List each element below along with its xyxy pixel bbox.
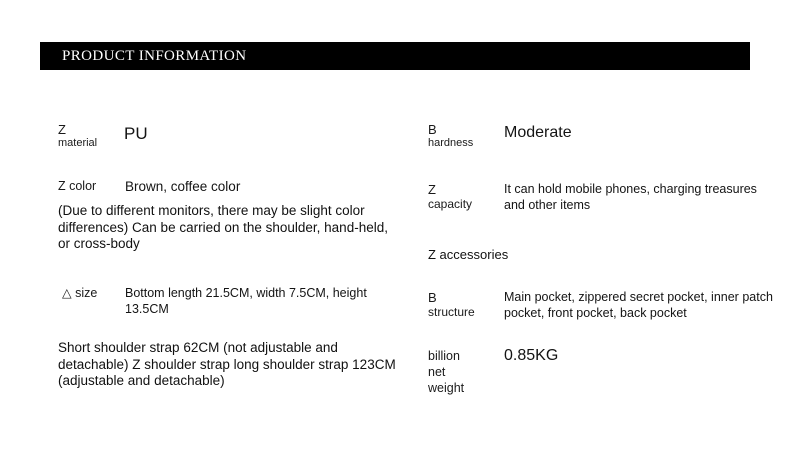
spec-label-hardness-line1: B bbox=[428, 122, 437, 137]
spec-label-net-weight-line1: billion bbox=[428, 349, 460, 363]
spec-value-color: Brown, coffee color bbox=[125, 179, 241, 194]
spec-label-structure-line1: B bbox=[428, 290, 437, 305]
spec-value-material: PU bbox=[124, 124, 148, 143]
spec-label-capacity-line1: Z bbox=[428, 182, 436, 197]
spec-label-structure-line2: structure bbox=[428, 305, 475, 319]
spec-label-material-line2: material bbox=[58, 137, 98, 149]
spec-label-color: Z color bbox=[58, 179, 97, 193]
spec-label-accessories: Z accessories bbox=[428, 247, 509, 262]
spec-value-capacity: It can hold mobile phones, charging treasures and other items bbox=[504, 182, 757, 212]
spec-value-net-weight: 0.85KG bbox=[504, 347, 559, 364]
spec-label-hardness-line2: hardness bbox=[428, 137, 474, 149]
spec-value-hardness: Moderate bbox=[504, 124, 572, 141]
spec-label-net-weight-line3: weight bbox=[428, 381, 465, 395]
spec-label-net-weight-line2: net bbox=[428, 365, 446, 379]
spec-label-capacity bbox=[428, 183, 498, 211]
page-title: PRODUCT INFORMATION bbox=[62, 47, 247, 64]
section-header-bar bbox=[40, 42, 750, 70]
spec-note-color: (Due to different monitors, there may be slight color differences) Can be carried on the shoulder, hand-held, or cross-body bbox=[58, 203, 388, 251]
spec-label-structure bbox=[428, 291, 498, 319]
spec-label-net-weight bbox=[428, 348, 498, 396]
spec-label-hardness bbox=[428, 123, 498, 150]
spec-label-capacity-line2: capacity bbox=[428, 197, 473, 211]
spec-text-shoulder-strap: Short shoulder strap 62CM (not adjustable and detachable) Z shoulder strap long shoulder strap 123CM (adjustable and detachable) bbox=[58, 340, 396, 388]
spec-label-size: △ size bbox=[62, 286, 98, 300]
spec-value-size: Bottom length 21.5CM, width 7.5CM, height 13.5CM bbox=[125, 286, 367, 316]
spec-label-material bbox=[58, 123, 118, 150]
spec-label-material-line1: Z bbox=[58, 122, 66, 137]
spec-value-structure: Main pocket, zippered secret pocket, inner patch pocket, front pocket, back pocket bbox=[504, 290, 773, 320]
